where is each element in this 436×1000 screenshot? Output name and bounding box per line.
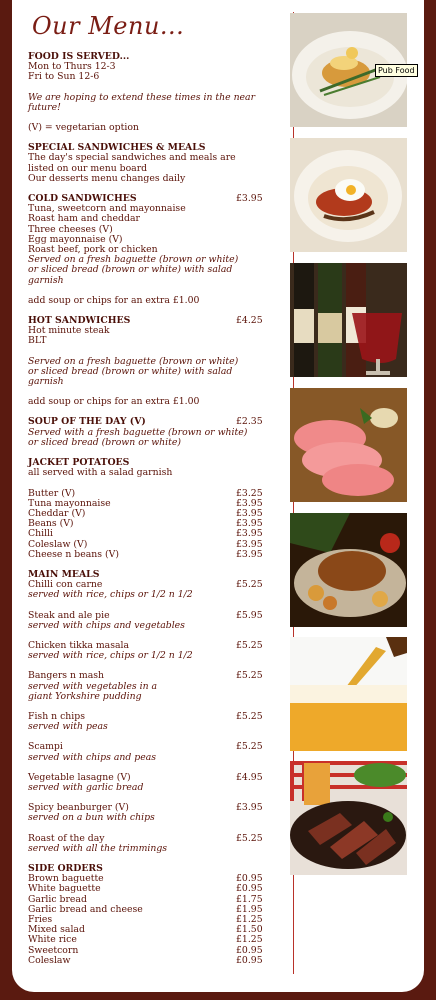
beer-pour-photo [290, 637, 407, 751]
hot-heading: HOT SANDWICHES [28, 315, 131, 327]
jacket-heading: JACKET POTATOES [28, 457, 130, 469]
jacket-item-price: £3.95 [236, 548, 263, 560]
menu-title: Our Menu... [32, 12, 185, 40]
side-order-price: £1.75 [236, 893, 263, 905]
specials-line: The day's special sandwiches and meals are [28, 152, 236, 164]
main-meal-name: Fish n chips [28, 710, 85, 722]
main-meal-desc: served with peas [28, 721, 108, 733]
menu-content [28, 52, 276, 966]
side-order-name: White baguette [28, 883, 101, 895]
side-order-name: Sweetcorn [28, 944, 79, 956]
hot-desc: garnish [28, 376, 64, 388]
hours-note: We are hoping to extend these times in the near [28, 91, 256, 103]
cold-item: Tuna, sweetcorn and mayonnaise [28, 203, 186, 215]
soup-price: £2.35 [236, 416, 263, 428]
jacket-item-price: £3.95 [236, 528, 263, 540]
side-order-price: £1.50 [236, 924, 263, 936]
main-meal-name: Chilli con carne [28, 579, 103, 591]
cold-item: Egg mayonnaise (V) [28, 233, 123, 245]
main-meal-row [28, 671, 276, 681]
main-meal-price: £5.25 [236, 741, 263, 753]
side-order-name: Coleslaw [28, 954, 71, 966]
side-order-row [28, 956, 276, 966]
hot-item: BLT [28, 335, 47, 347]
main-meal-name: Chicken tikka masala [28, 639, 130, 651]
main-meal-desc: served with vegetables in a [28, 680, 158, 692]
side-order-name: Fries [28, 914, 53, 925]
main-meal-name: Roast of the day [28, 832, 105, 844]
main-meal-name: Spicy beanburger (V) [28, 802, 129, 814]
image-tooltip: Pub Food [375, 64, 418, 77]
hot-price: £4.25 [236, 315, 263, 327]
cold-item: Roast ham and cheddar [28, 213, 140, 225]
main-meal-desc: served with rice, chips or 1/2 n 1/2 [28, 589, 193, 601]
soup-heading: SOUP OF THE DAY (V) [28, 416, 146, 428]
sides-list [28, 874, 276, 966]
main-meal-row [28, 580, 276, 590]
main-meal-row [28, 803, 276, 813]
jacket-sub: all served with a salad garnish [28, 467, 173, 479]
side-order-price: £0.95 [236, 944, 263, 956]
hours-line: Fri to Sun 12-6 [28, 71, 100, 83]
specials-line: Our desserts menu changes daily [28, 172, 186, 184]
jacket-item-name: Tuna mayonnaise [28, 497, 111, 509]
side-order-price: £1.25 [236, 934, 263, 946]
side-order-price: £1.25 [236, 914, 263, 925]
roast-dinner-photo [290, 513, 407, 627]
cold-price: £3.95 [236, 193, 263, 205]
side-order-price: £0.95 [236, 873, 263, 885]
breakfast-dish-photo [290, 138, 407, 252]
side-order-name: Mixed salad [28, 924, 85, 936]
cold-heading: COLD SANDWICHES [28, 193, 137, 205]
side-order-name: Brown baguette [28, 873, 104, 885]
jacket-item-name: Cheddar (V) [28, 507, 86, 519]
steak-platter-photo [290, 761, 407, 875]
side-order-price: £0.95 [236, 954, 263, 966]
soup-desc: Served with a fresh baguette (brown or white) [28, 426, 248, 438]
main-meal-desc: served with all the trimmings [28, 842, 168, 854]
side-order-price: £0.95 [236, 883, 263, 895]
cold-desc: garnish [28, 274, 64, 286]
hot-desc: Served on a fresh baguette (brown or white) [28, 355, 239, 367]
jacket-row [28, 550, 276, 560]
main-meal-desc: served with garlic bread [28, 781, 144, 793]
specials-line: listed on our menu board [28, 162, 148, 174]
main-meal-price: £5.25 [236, 670, 263, 682]
main-meal-name: Vegetable lasagne (V) [28, 771, 131, 783]
side-order-name: White rice [28, 934, 77, 946]
cold-item: Roast beef, pork or chicken [28, 244, 158, 256]
soup-desc: or sliced bread (brown or white) [28, 436, 181, 448]
jacket-item-price: £3.25 [236, 487, 263, 499]
jacket-item-name: Cheese n beans (V) [28, 548, 119, 560]
side-order-name: Garlic bread [28, 893, 87, 905]
jacket-item-name: Butter (V) [28, 487, 76, 499]
main-meal-desc: served on a bun with chips [28, 812, 155, 824]
jacket-list [28, 489, 276, 560]
main-meal-desc: served with rice, chips or 1/2 n 1/2 [28, 650, 193, 662]
main-meal-row [28, 712, 276, 722]
jacket-item-name: Coleslaw (V) [28, 538, 88, 550]
hot-desc: or sliced bread (brown or white) with salad [28, 365, 233, 377]
main-meal-price: £4.95 [236, 771, 263, 783]
hours-line: Mon to Thurs 12-3 [28, 61, 116, 73]
main-meal-row [28, 773, 276, 783]
wine-bottles-photo [290, 263, 407, 377]
specials-heading: SPECIAL SANDWICHES & MEALS [28, 142, 206, 154]
cold-desc: or sliced bread (brown or white) with salad [28, 264, 233, 276]
jacket-item-price: £3.95 [236, 518, 263, 530]
main-meal-price: £5.25 [236, 639, 263, 651]
main-meal-row [28, 641, 276, 651]
hours-note: future! [28, 101, 61, 113]
main-meal-row [28, 611, 276, 621]
mains-list [28, 580, 276, 854]
main-meal-price: £5.25 [236, 579, 263, 591]
main-meal-price: £5.95 [236, 609, 263, 621]
main-meal-desc: served with chips and vegetables [28, 619, 185, 631]
sides-heading: SIDE ORDERS [28, 862, 103, 874]
cold-desc: Served on a fresh baguette (brown or white) [28, 254, 239, 266]
main-meal-price: £5.25 [236, 832, 263, 844]
jacket-item-price: £3.95 [236, 507, 263, 519]
jacket-item-price: £3.95 [236, 538, 263, 550]
side-order-price: £1.95 [236, 903, 263, 915]
jacket-item-price: £3.95 [236, 497, 263, 509]
main-meal-row [28, 742, 276, 752]
main-meal-desc: served with chips and peas [28, 751, 157, 763]
jacket-item-name: Beans (V) [28, 518, 74, 530]
cold-extra: add soup or chips for an extra £1.00 [28, 294, 200, 306]
hours-heading: FOOD IS SERVED... [28, 51, 130, 62]
main-meal-name: Steak and ale pie [28, 609, 110, 621]
main-meal-price: £5.25 [236, 710, 263, 722]
main-meal-row [28, 834, 276, 844]
jacket-item-name: Chilli [28, 528, 53, 540]
main-meal-price: £3.95 [236, 802, 263, 814]
main-meal-name: Bangers n mash [28, 670, 105, 682]
hot-extra: add soup or chips for an extra £1.00 [28, 396, 200, 408]
gammon-steaks-photo [290, 388, 407, 502]
mains-heading: MAIN MEALS [28, 568, 100, 580]
main-meal-desc: giant Yorkshire pudding [28, 690, 142, 702]
hot-item: Hot minute steak [28, 325, 110, 337]
side-order-name: Garlic bread and cheese [28, 903, 143, 915]
veg-note: (V) = vegetarian option [28, 122, 139, 134]
main-meal-name: Scampi [28, 741, 63, 753]
cold-item: Three cheeses (V) [28, 223, 113, 235]
